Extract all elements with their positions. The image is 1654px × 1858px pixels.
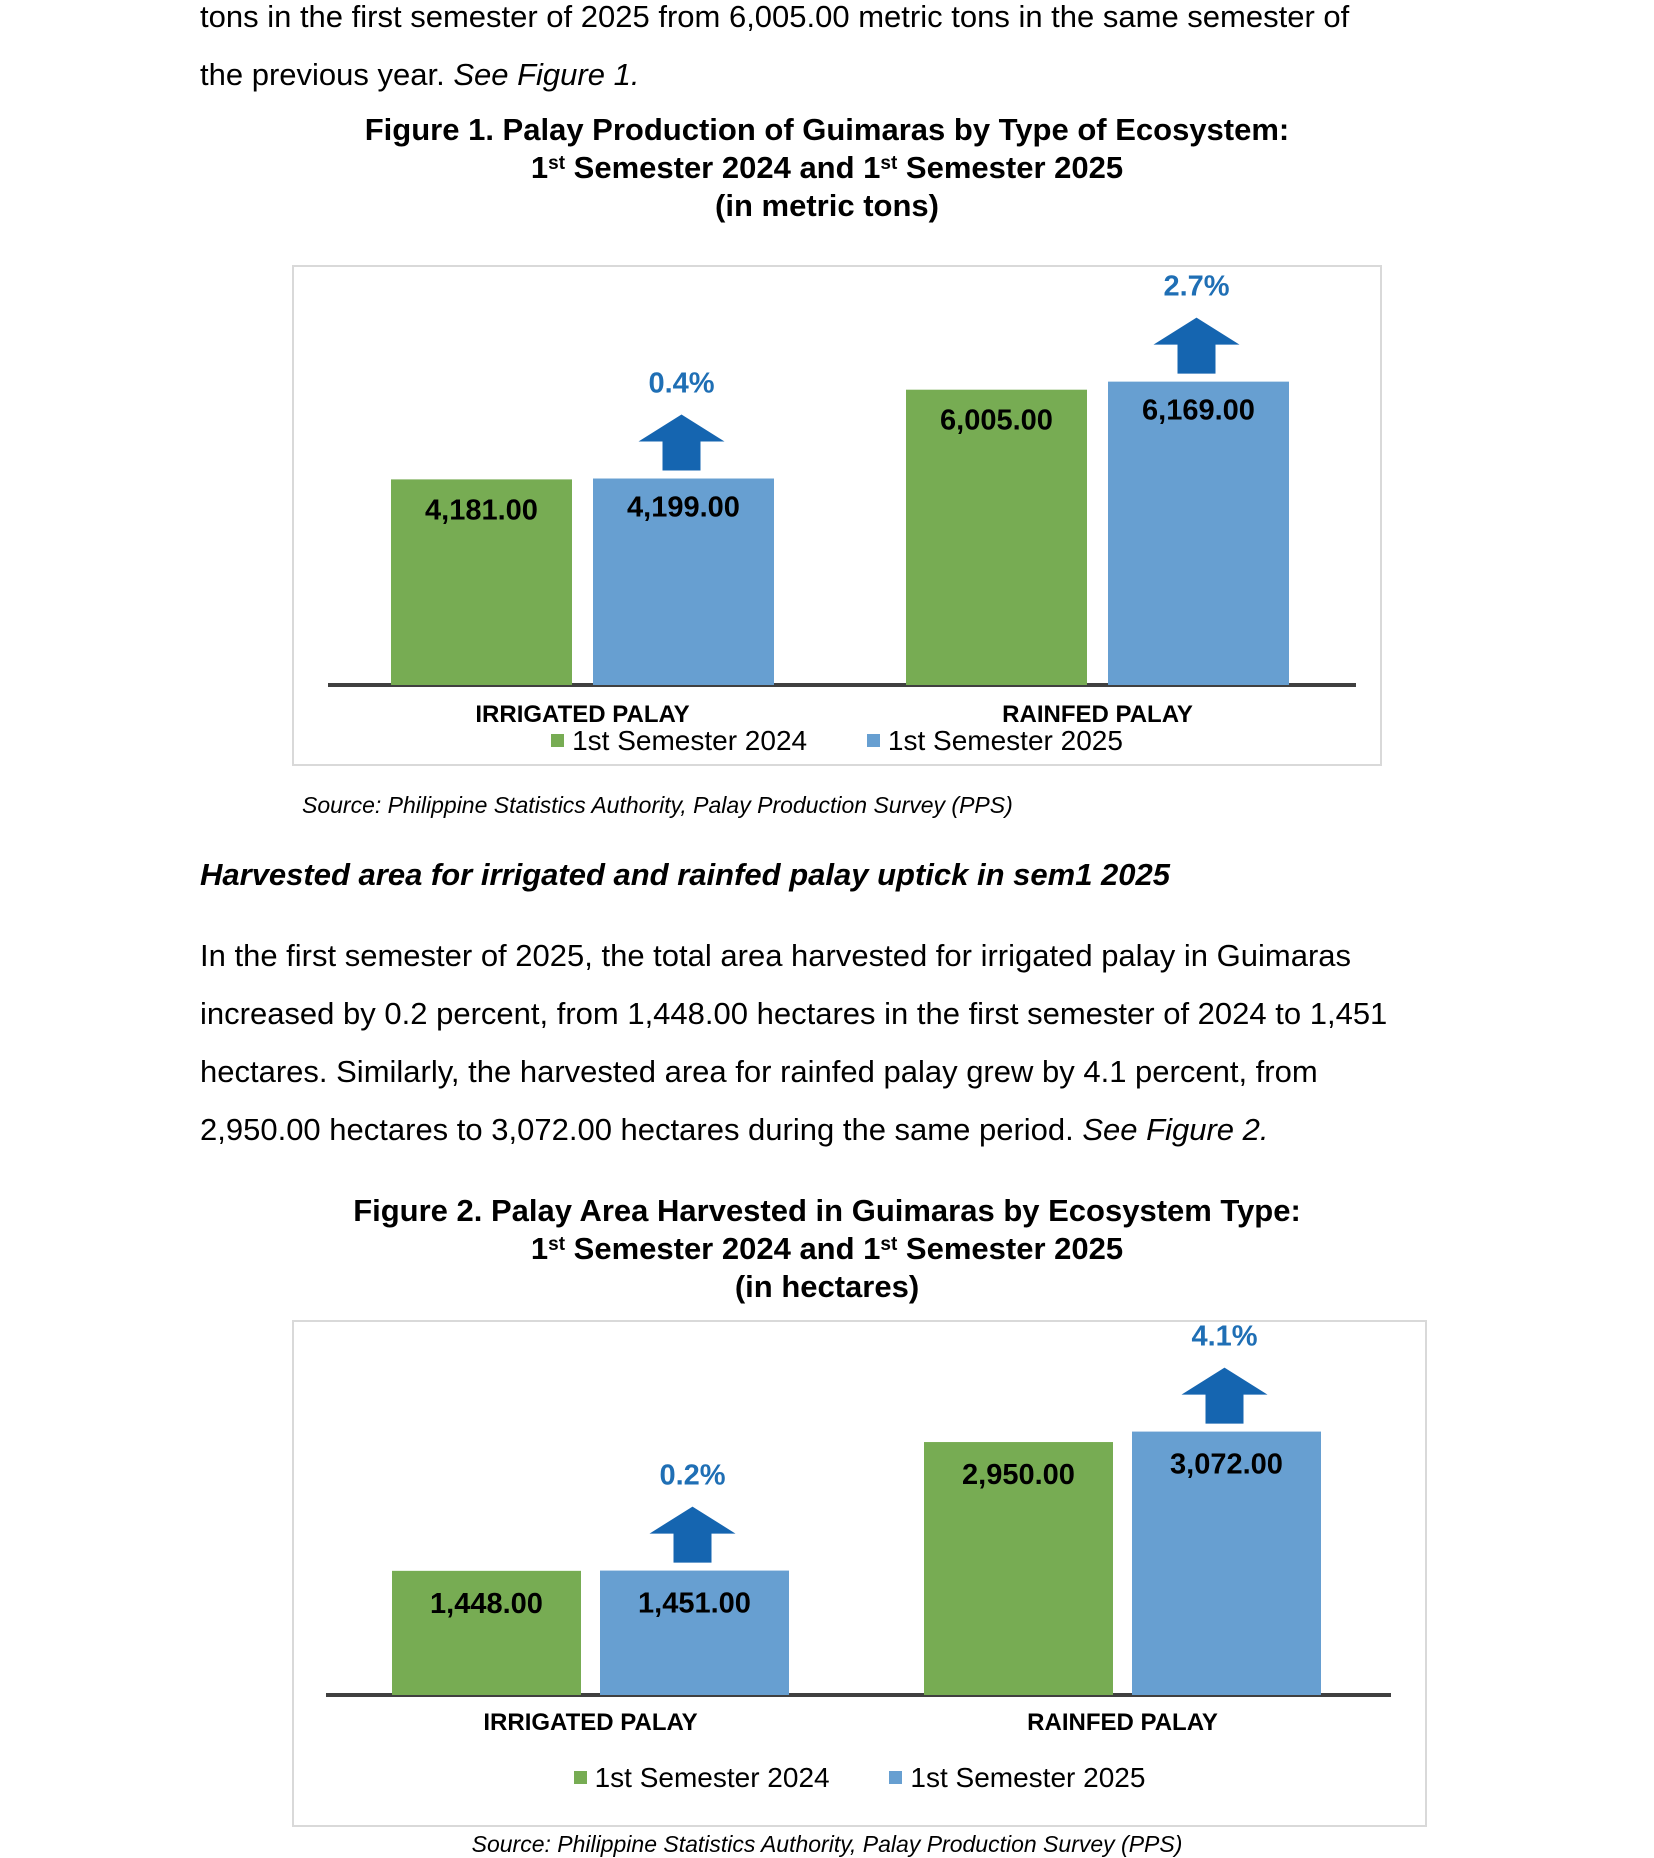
- data-label: 4,199.00: [627, 491, 740, 524]
- legend-swatch-2025: [889, 1771, 902, 1784]
- legend-item-2024: 1st Semester 2024: [551, 725, 807, 757]
- percent-change-label: 4.1%: [1191, 1322, 1258, 1353]
- intro-paragraph: [200, 0, 1468, 104]
- data-label: 3,072.00: [1170, 1448, 1283, 1481]
- percent-change-label: 0.4%: [648, 367, 715, 400]
- legend-swatch-2025: [867, 734, 880, 747]
- legend-item-2025: 1st Semester 2025: [889, 1762, 1145, 1794]
- figure-2-chart: [292, 1320, 1427, 1827]
- figure-2-title-line-3: (in hectares): [734, 1269, 920, 1304]
- figure-2-plot: [294, 1322, 1425, 1825]
- section-heading: Harvested area for irrigated and rainfed palay uptick in sem1 2025: [200, 857, 1171, 892]
- legend-swatch-2024: [551, 734, 564, 747]
- increase-arrow-icon: [1182, 1368, 1268, 1424]
- figure-2-title: [0, 1192, 1654, 1306]
- increase-arrow-icon: [1154, 318, 1240, 374]
- figure-1-source: Source: Philippine Statistics Authority, Palay Production Survey (PPS): [302, 792, 1013, 818]
- percent-change-label: 0.2%: [659, 1459, 726, 1492]
- legend-swatch-2024: [574, 1771, 587, 1784]
- category-label: RAINFED PALAY: [1027, 1709, 1218, 1736]
- data-label: 6,169.00: [1142, 394, 1255, 427]
- body-line-3: hectares. Similarly, the harvested area for rainfed palay grew by 4.1 percent, from: [200, 1054, 1318, 1089]
- figure-1-title-line-1: Figure 1. Palay Production of Guimaras by Type of Ecosystem:: [364, 112, 1290, 147]
- figure-2-source: Source: Philippine Statistics Authority, Palay Production Survey (PPS): [471, 1831, 1183, 1857]
- increase-arrow-icon: [650, 1507, 736, 1563]
- figure-1-legend: [294, 725, 1380, 757]
- figure-1-title: [0, 111, 1654, 225]
- figure-2-title-line-1: Figure 2. Palay Area Harvested in Guimaras by Ecosystem Type:: [353, 1193, 1301, 1228]
- data-label: 6,005.00: [940, 404, 1053, 437]
- body-line-1: In the first semester of 2025, the total area harvested for irrigated palay in Guimaras: [200, 938, 1352, 973]
- increase-arrow-icon: [639, 415, 725, 471]
- category-label: IRRIGATED PALAY: [475, 701, 690, 728]
- bar: [1108, 382, 1289, 685]
- intro-line-1: tons in the first semester of 2025 from 6,005.00 metric tons in the same semester of: [200, 0, 1350, 34]
- figure-1-plot: [294, 267, 1380, 764]
- figure-2-title-line-2: 1st Semester 2024 and 1st Semester 2025: [530, 1231, 1124, 1266]
- legend-item-2025: 1st Semester 2025: [867, 725, 1123, 757]
- figure-1-reference: See Figure 1.: [453, 57, 640, 92]
- data-label: 1,448.00: [430, 1587, 543, 1620]
- body-line-2: increased by 0.2 percent, from 1,448.00 hectares in the first semester of 2024 to 1,451: [200, 996, 1388, 1031]
- body-paragraph: [200, 927, 1468, 1159]
- category-label: IRRIGATED PALAY: [483, 1709, 698, 1736]
- category-label: RAINFED PALAY: [1002, 701, 1193, 728]
- figure-2-legend: [294, 1762, 1425, 1794]
- percent-change-label: 2.7%: [1163, 270, 1230, 303]
- figure-2-reference: See Figure 2.: [1082, 1112, 1269, 1147]
- intro-line-2: the previous year.: [200, 57, 454, 92]
- data-label: 4,181.00: [425, 494, 538, 527]
- body-line-4: 2,950.00 hectares to 3,072.00 hectares during the same period.: [200, 1112, 1083, 1147]
- legend-item-2024: 1st Semester 2024: [574, 1762, 830, 1794]
- data-label: 2,950.00: [962, 1459, 1075, 1492]
- data-label: 1,451.00: [638, 1587, 751, 1620]
- figure-1-title-line-2: 1st Semester 2024 and 1st Semester 2025: [530, 150, 1124, 185]
- figure-1-title-line-3: (in metric tons): [715, 188, 939, 223]
- figure-1-chart: [292, 265, 1382, 766]
